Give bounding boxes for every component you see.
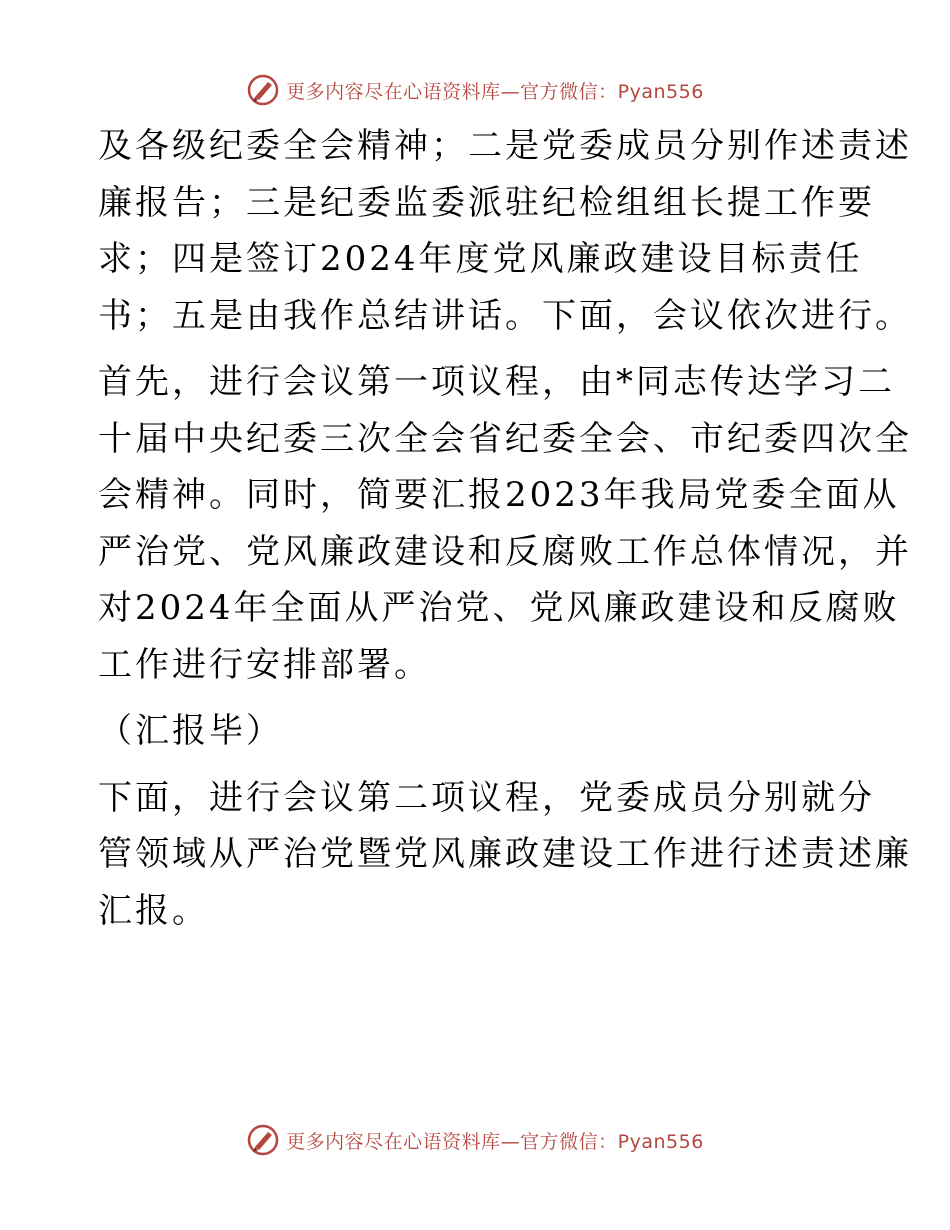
text-line: 书；五是由我作总结讲话。下面，会议依次进行。 bbox=[98, 295, 912, 336]
watermark-footer bbox=[0, 1120, 950, 1160]
pen-logo-icon bbox=[246, 1123, 280, 1157]
text-line: 会精神。同时，简要汇报2023年我局党委全面从 bbox=[98, 475, 900, 515]
text-line: （汇报毕） bbox=[98, 711, 283, 751]
text-line: 工作进行安排部署。 bbox=[98, 644, 431, 685]
watermark-header bbox=[0, 70, 950, 110]
pen-logo-icon bbox=[246, 73, 280, 107]
paragraph bbox=[98, 703, 858, 760]
paragraph bbox=[98, 354, 912, 693]
text-line: 对2024年全面从严治党、党风廉政建设和反腐败 bbox=[98, 588, 900, 628]
text-line: 十届中央纪委三次全会省纪委全会、市纪委四次全 bbox=[98, 418, 912, 459]
text-line: 廉报告；三是纪委监委派驻纪检组组长提工作要 bbox=[98, 182, 875, 223]
text-line: 下面，进行会议第二项议程，党委成员分别就分 bbox=[98, 777, 875, 818]
text-line: 管领域从严治党暨党风廉政建设工作进行述责述廉 bbox=[98, 834, 912, 874]
watermark-header-text: 更多内容尽在心语资料库—官方微信：Pyan556 bbox=[286, 80, 704, 103]
text-line: 汇报。 bbox=[98, 890, 209, 931]
text-line: 首先，进行会议第一项议程，由*同志传达学习二 bbox=[98, 362, 895, 402]
text-line: 求；四是签订2024年度党风廉政建设目标责任 bbox=[98, 239, 863, 279]
text-line: 及各级纪委全会精神；二是党委成员分别作述责述 bbox=[98, 126, 912, 166]
paragraph bbox=[98, 770, 912, 940]
text-line: 严治党、党风廉政建设和反腐败工作总体情况，并 bbox=[98, 531, 912, 572]
paragraph bbox=[98, 118, 912, 344]
watermark-footer-text: 更多内容尽在心语资料库—官方微信：Pyan556 bbox=[286, 1130, 704, 1153]
document-body bbox=[98, 118, 912, 939]
